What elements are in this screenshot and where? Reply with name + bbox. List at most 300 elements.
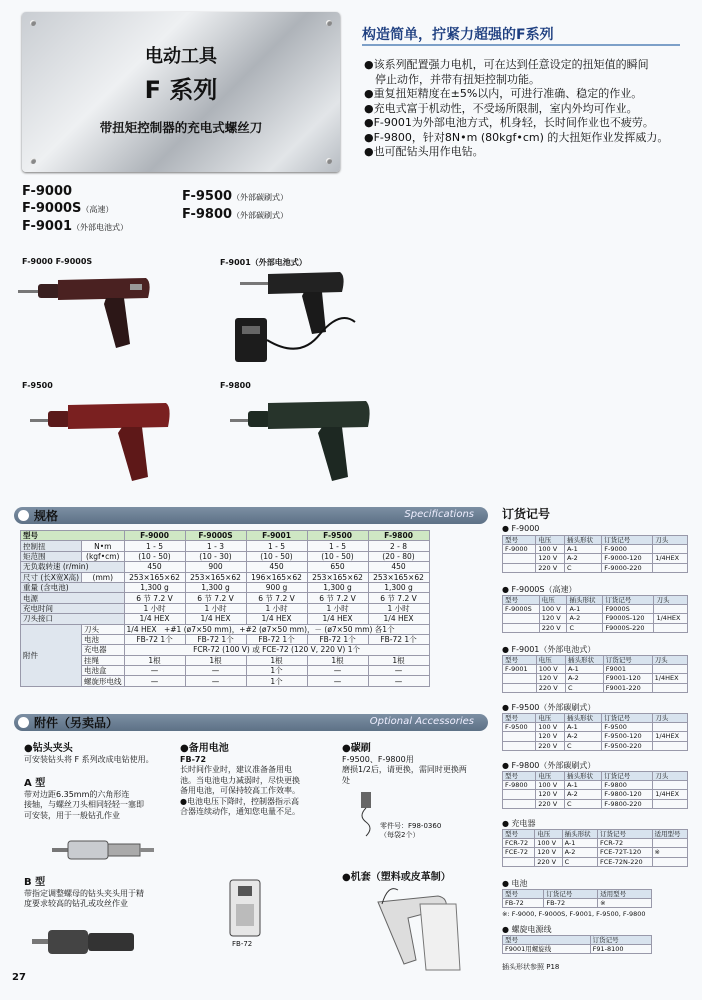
spec-acc-label: 附件: [21, 624, 82, 686]
spec-cell: 1根: [368, 655, 429, 665]
screwdriver-f9800-image: [230, 395, 380, 490]
order-cell: F-9001: [503, 665, 537, 674]
order-cell: F-9000S: [503, 605, 540, 614]
order-header: 型号: [503, 936, 591, 945]
carbon-brush-block: [342, 744, 492, 786]
spec-cell: 1/4 HEX +#1 (ø7×50 mm)，+#2 (ø7×50 mm)，－ (ø7×50 mm) 各1个: [124, 624, 429, 634]
order-cell: [503, 563, 536, 572]
order-cell: 1/4HEX: [653, 732, 688, 741]
order-cell: 120 V: [536, 790, 565, 799]
drill-chuck-b-image: [32, 924, 142, 960]
order-cell: A-2: [564, 554, 601, 563]
order-cell: A-1: [564, 723, 601, 732]
headline: 构造简单，拧紧力超强的F系列: [362, 27, 554, 43]
order-cell: 100 V: [536, 723, 565, 732]
spec-acc-name: 电池盒: [82, 666, 125, 676]
battery-desc: ●电池电压下降时，控制器指示高: [180, 796, 299, 806]
order-cell: [653, 799, 688, 808]
screw-icon: [326, 20, 332, 26]
spec-unit: (mm): [82, 572, 125, 582]
part-number: 零件号：F98-0360: [380, 822, 442, 830]
order-cell: [503, 683, 537, 692]
order-cell: [654, 623, 688, 632]
spec-cell: 253×165×62: [368, 572, 429, 582]
accessories-title: 附件（另卖品）: [34, 716, 119, 730]
spec-row: [21, 541, 430, 551]
feature-item: ●充电式富于机动性，不受场所限制，室内外均可作业。: [364, 101, 638, 115]
plug-shape-note: 插头形状参照 P18: [502, 963, 560, 971]
spec-cell: FB-72 1个: [185, 634, 246, 644]
spec-label: 无负载转速 (r/min): [21, 562, 125, 572]
battery-desc: 合器连续动作，通知您电量不足。: [180, 807, 300, 816]
order-cell: F9001-120: [603, 674, 652, 683]
drill-chuck-a-image: [52, 836, 156, 866]
spec-section-bar: [14, 507, 488, 524]
spec-cell: FCR-72 (100 V) 或 FCE-72 (120 V, 220 V) 1个: [124, 645, 429, 655]
spec-row: [21, 655, 430, 665]
order-cell: F9001-220: [603, 683, 652, 692]
spec-acc-name: 充电器: [82, 645, 125, 655]
type-a-desc: 可安装，用于一般钻孔作业: [24, 810, 120, 820]
spec-cell: 1 小时: [368, 603, 429, 613]
order-cell: ※: [652, 848, 688, 857]
spec-label: 控制扭: [21, 541, 82, 551]
order-cell: F-9800: [503, 781, 536, 790]
order-cell: 120 V: [539, 614, 567, 623]
order-header: 电压: [536, 656, 565, 665]
order-cell: [653, 545, 688, 554]
spec-cell: 1根: [185, 655, 246, 665]
order-group-title: ● F-9800（外部碳刷式）: [502, 761, 596, 770]
spec-cell: (10 - 50): [124, 551, 185, 561]
spec-cell: FB-72 1个: [124, 634, 185, 644]
order-header: 插头形状: [564, 772, 601, 781]
order-cell: [653, 741, 688, 750]
order-header: 插头形状: [564, 714, 601, 723]
order-cell: 220 V: [539, 623, 567, 632]
order-cell: 220 V: [536, 683, 565, 692]
order-title: 订货记号: [502, 507, 551, 521]
order-cell: 1/4HEX: [654, 614, 688, 623]
order-header: 插头形状: [565, 656, 603, 665]
model-note: （外部碳刷式）: [232, 211, 289, 220]
order-cell: [503, 741, 536, 750]
feature-item: 停止动作，并带有扭矩控制功能。: [364, 72, 540, 86]
spec-cell: 1根: [307, 655, 368, 665]
spec-label: 电源: [21, 593, 125, 603]
order-header: 插头形状: [564, 536, 601, 545]
order-cell: F9000S-120: [603, 614, 654, 623]
order-cell: [653, 723, 688, 732]
spec-title-en: Specifications: [404, 509, 474, 520]
order-cell: 120 V: [535, 848, 562, 857]
order-group-title: ● F-9000S（高速）: [502, 585, 577, 594]
spec-cell: 1 小时: [307, 603, 368, 613]
order-cell: F9000S-220: [603, 623, 654, 632]
spec-row: [21, 645, 430, 655]
spec-row: [21, 551, 430, 561]
model-note: （高速）: [81, 205, 114, 214]
caption-f9000: F-9000 F-9000S: [22, 257, 93, 266]
order-cell: [503, 554, 536, 563]
drill-chuck-title: ●钻头夹头: [24, 743, 73, 754]
carbon-brush-title: ●碳刷: [342, 743, 371, 754]
screwdriver-f9500-image: [30, 395, 180, 490]
order-cell: [652, 839, 688, 848]
spec-row: [21, 562, 430, 572]
model-code: F-9000: [22, 184, 73, 199]
spec-cell: 900: [185, 562, 246, 572]
page-number: 27: [12, 972, 26, 983]
order-cell: F-9500-120: [602, 732, 653, 741]
spec-cell: 900 g: [246, 582, 307, 592]
drill-chuck-desc: 可安装钻头将 F 系列改成电钻使用。: [24, 754, 154, 764]
holster-image: [368, 884, 468, 974]
order-cell: FCE-72: [503, 848, 535, 857]
spec-cell: 1 - 5: [124, 541, 185, 551]
spec-cell: (20 - 80): [368, 551, 429, 561]
order-cell: A-2: [564, 732, 601, 741]
order-table-coil-cord: [502, 935, 652, 954]
spec-cell: 1/4 HEX: [246, 614, 307, 624]
spec-acc-name: 刀头: [82, 624, 125, 634]
order-cell: F-9500-220: [602, 741, 653, 750]
order-header: 型号: [503, 830, 535, 839]
spec-cell: —: [307, 666, 368, 676]
order-header: 电压: [536, 714, 565, 723]
spec-acc-name: 螺旋形电线: [82, 676, 125, 686]
spec-cell: 1/4 HEX: [124, 614, 185, 624]
headline-rule: [362, 44, 680, 46]
section-bullet-icon: [18, 717, 29, 728]
order-cell: F-9000: [602, 545, 653, 554]
order-cell: FCR-72: [503, 839, 535, 848]
order-cell: C: [564, 799, 601, 808]
order-cell: [653, 781, 688, 790]
applicable-models-note: ※: F-9000, F-9000S, F-9001, F-9500, F-9800: [502, 910, 646, 918]
spec-row: [21, 676, 430, 686]
spec-cell: 6 节 7.2 V: [307, 593, 368, 603]
spec-cell: —: [368, 666, 429, 676]
order-cell: A-2: [567, 614, 603, 623]
spec-cell: 6 节 7.2 V: [185, 593, 246, 603]
spec-cell: 1 小时: [246, 603, 307, 613]
type-b-desc: 度要求较高的钻孔或攻丝作业: [24, 899, 128, 908]
order-group-title: ● 螺旋电源线: [502, 925, 552, 934]
model-code: F-9000S: [22, 201, 82, 216]
brush-desc: 磨损1/2后，请更换，需同时更换两: [342, 765, 467, 774]
order-cell: [503, 732, 536, 741]
spec-cell: 1,300 g: [124, 582, 185, 592]
type-b-title: B 型: [24, 877, 46, 888]
spec-row: [21, 614, 430, 624]
order-table-f9001: [502, 655, 688, 693]
type-a-title: A 型: [24, 778, 46, 789]
brush-desc: 处: [342, 775, 350, 785]
order-cell: [503, 674, 537, 683]
battery-pack-image: [228, 878, 262, 938]
order-cell: C: [562, 857, 597, 866]
screwdriver-f9000-image: [18, 272, 168, 362]
order-table-f9800: [502, 771, 688, 809]
feature-list: [364, 58, 694, 160]
order-cell: FCE-72N-220: [598, 857, 652, 866]
spec-row: [21, 624, 430, 634]
spec-cell: 253×165×62: [307, 572, 368, 582]
spec-label: 重量 (含电池): [21, 582, 125, 592]
order-cell: 1/4HEX: [652, 674, 687, 683]
spec-cell: 1,300 g: [307, 582, 368, 592]
order-header: 订货记号: [602, 536, 653, 545]
order-cell: A-1: [567, 605, 603, 614]
order-table-battery: [502, 889, 652, 908]
order-cell: [653, 563, 688, 572]
spare-battery-block: [180, 744, 340, 818]
order-cell: F9001用螺旋线: [503, 945, 591, 954]
order-cell: F-9800-120: [602, 790, 653, 799]
title-plate: [22, 12, 340, 172]
spec-cell: FB-72 1个: [246, 634, 307, 644]
order-cell: 100 V: [536, 781, 565, 790]
spec-cell: 1 小时: [185, 603, 246, 613]
spec-cell: 1根: [124, 655, 185, 665]
spec-cell: (10 - 50): [246, 551, 307, 561]
order-header: 订货记号: [603, 596, 654, 605]
order-cell: [503, 857, 535, 866]
order-header: 型号: [503, 536, 536, 545]
order-cell: A-2: [564, 790, 601, 799]
spec-cell: 1/4 HEX: [185, 614, 246, 624]
order-header: 型号: [503, 890, 544, 899]
order-header: 订货记号: [603, 656, 652, 665]
spare-battery-title: ●备用电池: [180, 743, 229, 754]
order-header: 型号: [503, 714, 536, 723]
order-cell: F91-8100: [590, 945, 651, 954]
order-cell: 100 V: [535, 839, 562, 848]
order-cell: F-9000-220: [602, 563, 653, 572]
spec-cell: 1/4 HEX: [307, 614, 368, 624]
drill-chuck-block: [24, 744, 174, 821]
spec-cell: —: [185, 666, 246, 676]
order-cell: A-2: [562, 848, 597, 857]
order-cell: 100 V: [536, 665, 565, 674]
order-cell: [654, 605, 688, 614]
spec-acc-name: 挂绳: [82, 655, 125, 665]
spec-cell: 6 节 7.2 V: [246, 593, 307, 603]
caption-f9001: F-9001（外部电池式）: [220, 258, 307, 267]
order-header: 订货记号: [590, 936, 651, 945]
plate-subtitle: 带扭矩控制器的充电式螺丝刀: [99, 120, 263, 135]
spec-cell: (10 - 30): [185, 551, 246, 561]
battery-desc: 池。当电池电力减弱时，尽快更换: [180, 775, 300, 785]
spec-cell: (10 - 50): [307, 551, 368, 561]
order-cell: [652, 665, 687, 674]
brush-desc: F-9500、F-9800用: [342, 754, 414, 764]
model-note: （外部碳刷式）: [232, 193, 289, 202]
order-cell: C: [564, 563, 601, 572]
battery-image-label: FB-72: [232, 940, 253, 948]
spec-title: 规格: [34, 509, 59, 523]
spec-cell: FB-72 1个: [368, 634, 429, 644]
spec-header-cell: F-9000: [124, 531, 185, 541]
order-cell: A-2: [565, 674, 603, 683]
spec-cell: 6 节 7.2 V: [124, 593, 185, 603]
screw-icon: [30, 158, 36, 164]
order-cell: FB-72: [544, 899, 598, 908]
spec-label: 尺寸 (长X宽X高): [21, 572, 82, 582]
section-bullet-icon: [18, 510, 29, 521]
type-a-desc: 带对边距6.35mm的六角形连: [24, 789, 130, 799]
order-cell: [652, 857, 688, 866]
screw-icon: [30, 20, 36, 26]
order-table-f9500: [502, 713, 688, 751]
spec-table-wrap: [20, 530, 430, 687]
order-cell: A-1: [564, 781, 601, 790]
spec-row: [21, 666, 430, 676]
spec-header-cell: F-9800: [368, 531, 429, 541]
order-cell: [652, 683, 687, 692]
feature-item: ●也可配钻头用作电钻。: [364, 145, 484, 158]
spec-row: [21, 572, 430, 582]
plate-series: F 系列: [144, 76, 218, 104]
spec-cell: 1 小时: [124, 603, 185, 613]
spec-cell: 1个: [246, 676, 307, 686]
order-header: 刀头: [654, 596, 688, 605]
order-cell: 220 V: [536, 563, 565, 572]
spec-cell: 1根: [246, 655, 307, 665]
spec-header-cell: F-9000S: [185, 531, 246, 541]
spec-unit: N•m: [82, 541, 125, 551]
model-list-right: [182, 188, 288, 224]
order-header: 适用型号: [598, 890, 652, 899]
order-cell: A-1: [564, 545, 601, 554]
order-cell: 1/4HEX: [653, 554, 688, 563]
spec-header-cell: F-9500: [307, 531, 368, 541]
type-b-block: [24, 878, 184, 910]
model-list-left: [22, 183, 128, 236]
order-cell: 120 V: [536, 732, 565, 741]
order-cell: 120 V: [536, 554, 565, 563]
spec-cell: 1 - 5: [246, 541, 307, 551]
order-cell: A-1: [562, 839, 597, 848]
spec-cell: —: [368, 676, 429, 686]
order-group-title: ● F-9001（外部电池式）: [502, 645, 596, 654]
order-cell: C: [565, 683, 603, 692]
spec-cell: 1 - 5: [307, 541, 368, 551]
accessories-title-en: Optional Accessories: [369, 716, 474, 727]
model-code: F-9500: [182, 189, 233, 204]
order-cell: FCE-72T-120: [598, 848, 652, 857]
spare-battery-model: FB-72: [180, 754, 207, 764]
spec-row: [21, 582, 430, 592]
feature-item: ●F-9800，针对8N•m (80kgf•cm) 的大扭矩作业发挥威力。: [364, 130, 669, 144]
part-qty: （每袋2个）: [380, 831, 420, 839]
order-cell: F-9000-120: [602, 554, 653, 563]
spec-cell: 450: [124, 562, 185, 572]
feature-item: ●F-9001为外部电池方式，机身轻，长时间作业也不疲劳。: [364, 116, 654, 129]
feature-item: ●该系列配置强力电机，可在达到任意设定的扭矩值的瞬间: [364, 58, 649, 71]
order-header: 刀头: [653, 714, 688, 723]
order-header: 订货记号: [544, 890, 598, 899]
order-cell: 220 V: [536, 741, 565, 750]
spec-cell: 6 节 7.2 V: [368, 593, 429, 603]
spec-label: 刀头接口: [21, 614, 125, 624]
spec-cell: 2 - 8: [368, 541, 429, 551]
spec-cell: 196×165×62: [246, 572, 307, 582]
order-header: 刀头: [653, 772, 688, 781]
accessories-section-bar: [14, 714, 488, 731]
order-table-f9000: [502, 535, 688, 573]
order-group-title: ● F-9000: [502, 524, 540, 533]
screw-icon: [326, 158, 332, 164]
order-cell: F-9800-220: [602, 799, 653, 808]
type-a-desc: 接轴，与螺丝刀头相同轻轻一塞即: [24, 800, 144, 809]
spec-label: 矩范围: [21, 551, 82, 561]
feature-item: ●重复扭矩精度在±5%以内，可进行准确、稳定的作业。: [364, 87, 643, 100]
order-cell: 220 V: [535, 857, 562, 866]
spec-cell: 1/4 HEX: [368, 614, 429, 624]
spec-header-cell: F-9001: [246, 531, 307, 541]
spec-row: [21, 634, 430, 644]
spec-header-cell: 型号: [21, 531, 125, 541]
order-cell: F-9000: [503, 545, 536, 554]
order-cell: F-9500: [503, 723, 536, 732]
order-cell: F9000S: [603, 605, 654, 614]
screwdriver-f9001-image: [230, 270, 380, 370]
order-cell: C: [567, 623, 603, 632]
order-cell: [503, 790, 536, 799]
spec-acc-name: 电池: [82, 634, 125, 644]
order-cell: F9001: [603, 665, 652, 674]
spec-cell: 253×165×62: [185, 572, 246, 582]
order-cell: ※: [598, 899, 652, 908]
spec-cell: 253×165×62: [124, 572, 185, 582]
order-header: 电压: [536, 772, 565, 781]
order-cell: A-1: [565, 665, 603, 674]
order-cell: 120 V: [536, 674, 565, 683]
order-header: 型号: [503, 772, 536, 781]
order-group-title: ● 充电器: [502, 819, 536, 828]
spec-cell: 650: [307, 562, 368, 572]
spec-cell: 1 - 3: [185, 541, 246, 551]
order-group-title: ● 电池: [502, 879, 528, 888]
spec-cell: —: [124, 666, 185, 676]
order-cell: [503, 799, 536, 808]
order-header: 型号: [503, 656, 537, 665]
order-cell: 100 V: [536, 545, 565, 554]
order-cell: [503, 614, 540, 623]
caption-f9500: F-9500: [22, 381, 53, 390]
spec-cell: —: [124, 676, 185, 686]
spec-cell: 1,300 g: [368, 582, 429, 592]
order-header: 订货记号: [598, 830, 652, 839]
order-header: 电压: [535, 830, 562, 839]
order-header: 电压: [539, 596, 567, 605]
order-cell: F-9500: [602, 723, 653, 732]
carbon-brush-image: [356, 790, 376, 840]
order-group-title: ● F-9500（外部碳刷式）: [502, 703, 596, 712]
holster-title: ●机套（塑料或皮革制）: [342, 872, 451, 883]
type-b-desc: 带指定调整螺母的钻头夹头用于精: [24, 888, 144, 898]
order-cell: 100 V: [539, 605, 567, 614]
order-header: 型号: [503, 596, 540, 605]
model-code: F-9800: [182, 207, 233, 222]
order-cell: 220 V: [536, 799, 565, 808]
spec-row: [21, 593, 430, 603]
spec-table: [20, 530, 430, 687]
spec-label: 充电时间: [21, 603, 125, 613]
order-cell: 1/4HEX: [653, 790, 688, 799]
